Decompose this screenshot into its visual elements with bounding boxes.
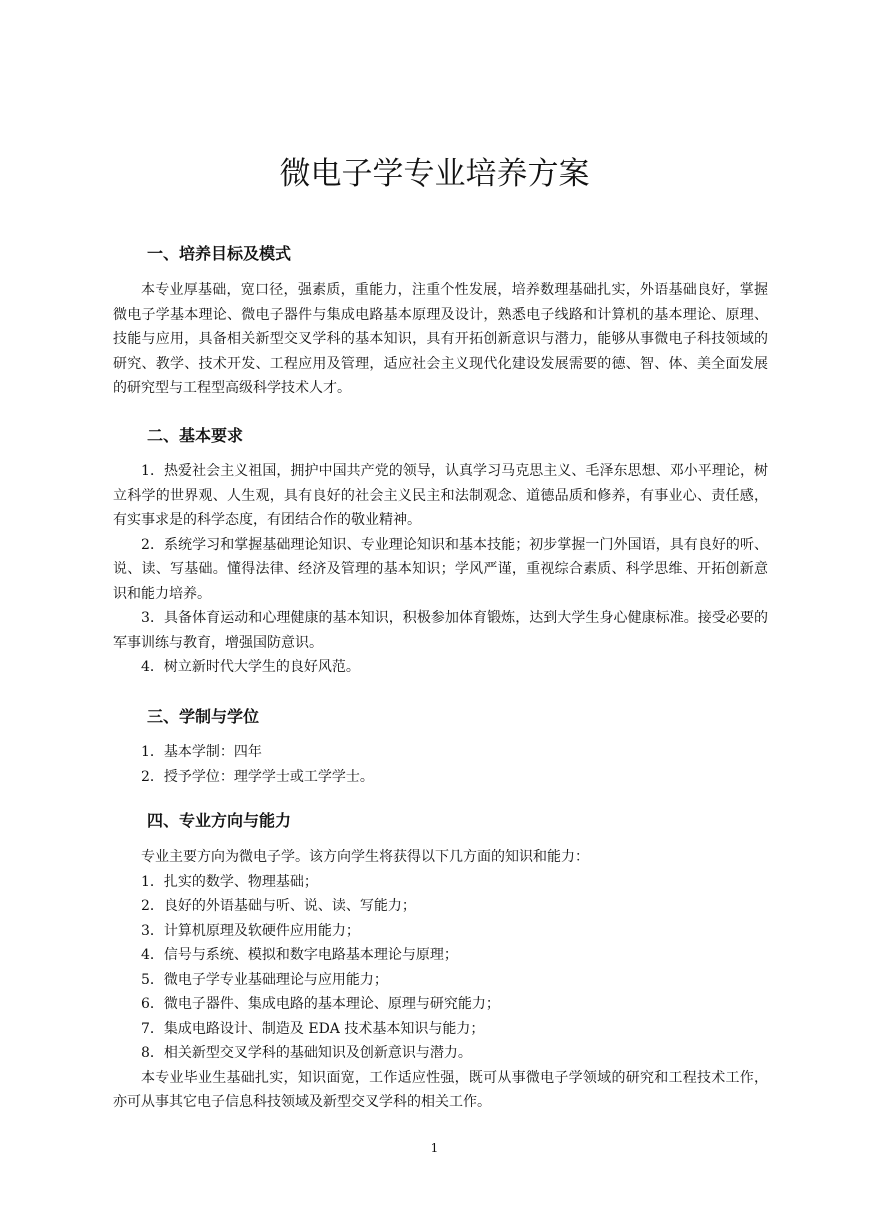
list-item: 1．扎实的数学、物理基础； [141,873,318,890]
section-heading-basic-requirements: 二、基本要求 [147,426,244,445]
section-body-training-goals [113,278,768,401]
requirement-paragraph-3: 3．具备体育运动和心理健康的基本知识，积极参加体育锻炼，达到大学生身心健康标准。接受必要的军事训练与教育，增强国防意识。 [113,610,768,651]
page-number: 1 [430,1141,439,1155]
list-item: 4．信号与系统、模拟和数字电路基本理论与原理； [141,947,458,963]
list-item: 3．计算机原理及软硬件应用能力； [141,922,360,939]
section-heading-direction-abilities: 四、专业方向与能力 [147,811,292,830]
page-title: 微电子学专业培养方案 [279,156,590,192]
list-item: 8．相关新型交叉学科的基础知识及创新意识与潜力。 [141,1045,472,1061]
section-intro: 专业主要方向为微电子学。该方向学生将获得以下几方面的知识和能力： [141,849,589,865]
requirement-paragraph-2: 2．系统学习和掌握基础理论知识、专业理论知识和基本技能；初步掌握一门外国语，具有良好的听、说、读、写基础。懂得法律、经济及管理的基本知识；学风严谨，重视综合素质、科学思维、开拓创新意识和能力培养。 [113,536,768,602]
requirement-paragraph-4: 4．树立新时代大学生的良好风范。 [141,659,360,675]
list-item: 1．基本学制：四年 [141,744,262,760]
section-body-direction-abilities [113,845,768,1115]
list-item: 5．微电子学专业基础理论与应用能力； [141,971,388,988]
list-item: 7．集成电路设计、制造及 EDA 技术基本知识与能力； [141,1020,485,1037]
section-heading-duration-degree: 三、学制与学位 [147,707,260,726]
list-item: 6．微电子器件、集成电路的基本理论、原理与研究能力； [141,996,500,1012]
requirement-paragraph-1: 1．热爱社会主义祖国，拥护中国共产党的领导，认真学习马克思主义、毛泽东思想、邓小平理论，树立科学的世界观、人生观，具有良好的社会主义民主和法制观念、道德品质和修养，有事业心、责任感，有实事求是的科学态度，有团结合作的敬业精神。 [113,463,768,528]
section-body-duration-degree [113,740,768,789]
section-heading-training-goals: 一、培养目标及模式 [147,244,292,263]
paragraph: 本专业厚基础，宽口径，强素质，重能力，注重个性发展，培养数理基础扎实，外语基础良好，掌握微电子学基本理论、微电子器件与集成电路基本原理及设计，熟悉电子线路和计算机的基本理论、原理、技能与应用，具备相关新型交叉学科的基本知识，具有开拓创新意识与潜力，能够从事微电子科技领域的研究、教学、技术开发、工程应用及管理，适应社会主义现代化建设发展需要的德、智、体、美全面发展的研究型与工程型高级科学技术人才。 [113,282,768,396]
section-body-basic-requirements [113,459,768,680]
list-item: 2．良好的外语基础与听、说、读、写能力； [141,898,416,914]
list-item: 2．授予学位：理学学士或工学学士。 [141,768,374,785]
closing-paragraph: 本专业毕业生基础扎实，知识面宽，工作适应性强，既可从事微电子学领域的研究和工程技术工作，亦可从事其它电子信息科技领域及新型交叉学科的相关工作。 [113,1069,768,1110]
